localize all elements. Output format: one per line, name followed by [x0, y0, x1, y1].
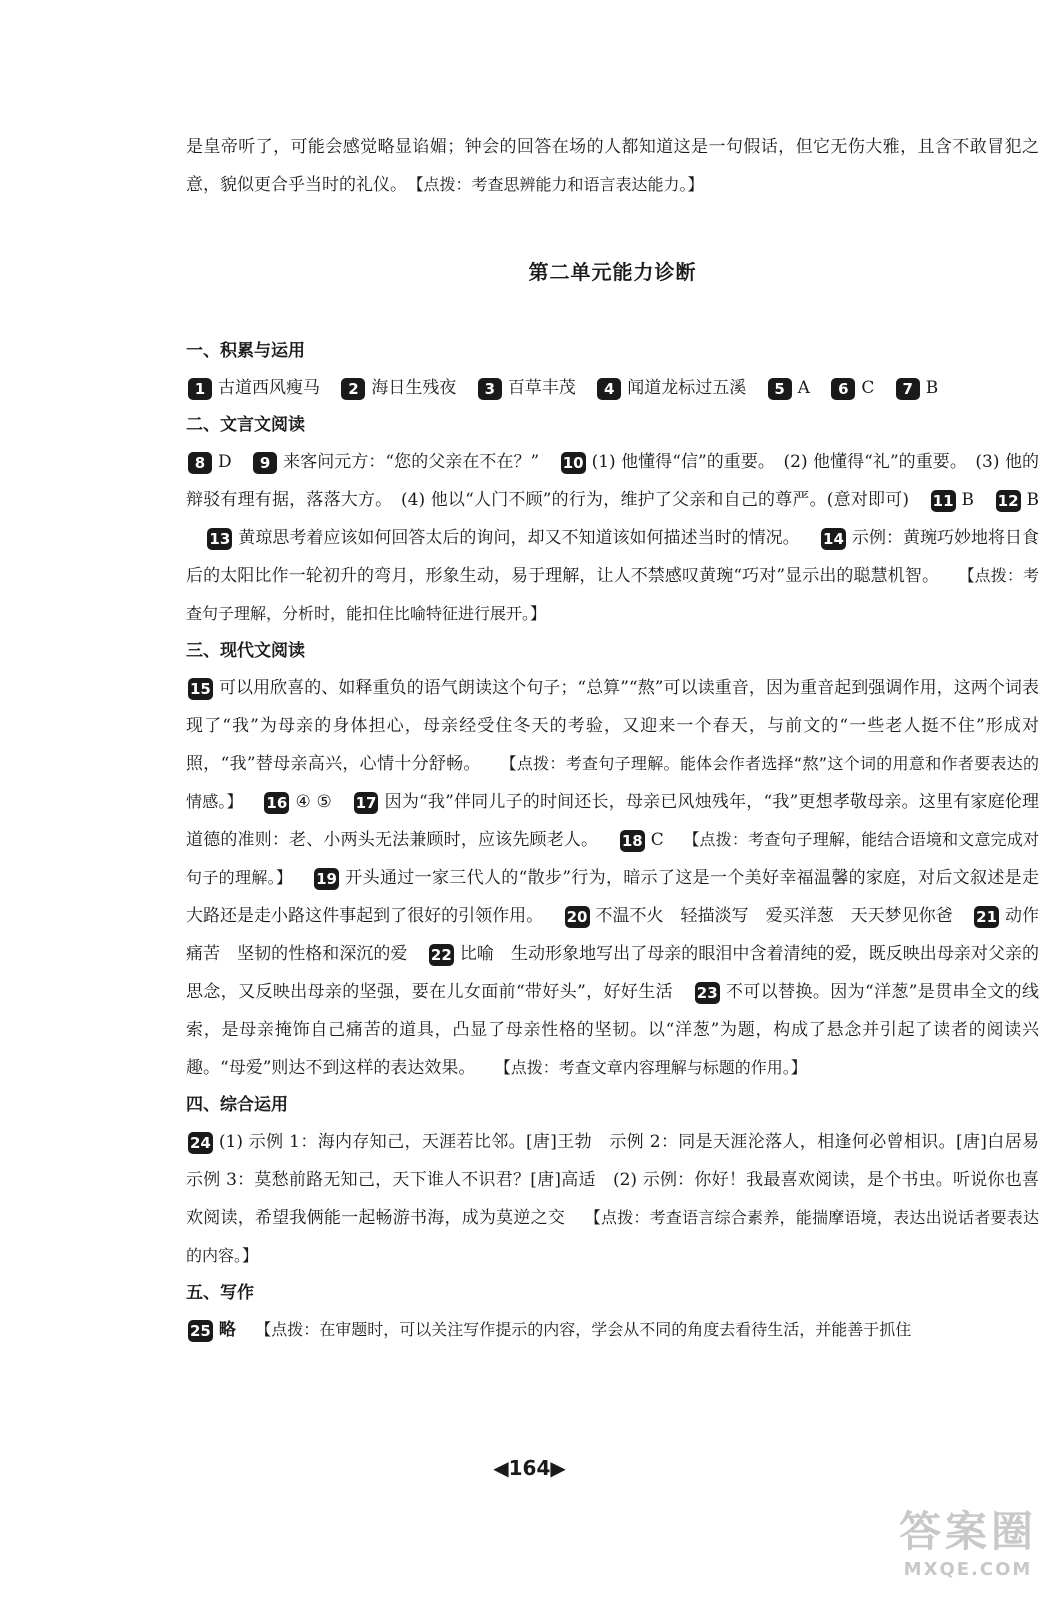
- q24-badge: 24: [190, 1133, 211, 1152]
- q14-tip: 【点拨：考查句子理解，分析时，能扣住比喻特征进行展开。】: [186, 566, 1039, 623]
- q1-answer: 古道西风瘦马: [218, 378, 320, 398]
- intro-text: 是皇帝听了，可能会感觉略显谄媚；钟会的回答在场的人都知道这是一句假话，但它无伤大雅，且含不敢冒犯之意，貌似更合乎当时的礼仪。: [186, 137, 1039, 195]
- q14-answer: 示例：黄琬巧妙地将日食后的太阳比作一轮初升的弯月，形象生动，易于理解，让人不禁感叹黄琬“巧对”显示出的聪慧机智。: [186, 528, 1040, 586]
- q15-answer: 可以用欣喜的、如释重负的语气朗读这个句子；“总算”“熬”可以读重音，因为重音起到强调作用，这两个词表现了“我”为母亲的身体担心，母亲经受住冬天的考验，又迎来一个春天，与前文的“一些老人挺不住”形成对照，“我”替母亲高兴，心情十分舒畅。: [186, 678, 1039, 774]
- watermark-logo: [899, 1499, 1037, 1580]
- q4-badge: 4: [597, 378, 621, 400]
- q15-badge: 15: [190, 679, 211, 698]
- unit-title: 第二单元能力诊断: [528, 260, 697, 284]
- q17-answer: 因为“我”伴同儿子的时间还长，母亲已风烛残年，“我”更想孝敬母亲。这里有家庭伦理道德的准则：老、小两头无法兼顾时，应该先顾老人。: [186, 792, 1040, 850]
- q24-answer: (1) 示例 1：海内存知己，天涯若比邻。[唐]王勃 示例 2：同是天涯沦落人，相逢何必曾相识。[唐]白居易 示例 3：莫愁前路无知己，天下谁人不识君？[唐]高适 (2) 示例：你好！我最喜欢阅读，是个书虫。听说你也喜欢阅读，希望我俩能一起畅游书海，成为莫逆之交: [186, 1132, 1056, 1228]
- q18-tip: 【点拨：考查句子理解，能结合语境和文意完成对句子的理解。】: [186, 830, 1040, 887]
- section-2-answers: [186, 443, 1039, 633]
- watermark-main: 答案圈: [898, 1507, 1037, 1556]
- q5-badge: 5: [768, 378, 792, 400]
- q1-badge: 1: [188, 378, 212, 400]
- q4-answer: 闻道龙标过五溪: [627, 378, 747, 398]
- q10-badge: 10: [562, 453, 584, 472]
- watermark-sub: MXQE.COM: [903, 1559, 1033, 1580]
- page-number: ◀164▶: [493, 1456, 566, 1480]
- section-heading-5: 五、写作: [186, 1283, 254, 1303]
- section-heading-2: 二、文言文阅读: [186, 415, 305, 435]
- q6-badge: 6: [831, 378, 855, 400]
- q21-badge: 21: [976, 907, 998, 926]
- section-heading-4: 四、综合运用: [186, 1095, 288, 1115]
- q7-answer: B: [925, 378, 939, 398]
- q25-tip: 【点拨：在审题时，可以关注写作提示的内容，学会从不同的角度去看待生活，并能善于抓住: [255, 1320, 912, 1339]
- q20-badge: 20: [566, 907, 588, 926]
- q11-answer: B: [961, 490, 975, 510]
- q24-tip: 【点拨：考查语言综合素养，能揣摩语境，表达出说话者要表达的内容。】: [186, 1208, 1039, 1265]
- q13-badge: 13: [209, 529, 231, 548]
- q7-badge: 7: [896, 378, 920, 400]
- q18-badge: 18: [621, 831, 643, 850]
- q10-answer: (1) 他懂得“信”的重要。 (2) 他懂得“礼”的重要。 (3) 他的辩驳有理有据，落落大方。 (4) 他以“人门不顾”的行为，维护了父亲和自己的尊严。(意对即可): [186, 452, 1039, 510]
- q9-badge: 9: [253, 452, 277, 474]
- q18-answer: C: [650, 830, 664, 850]
- section-heading-1: 一、积累与运用: [186, 341, 305, 361]
- q11-badge: 11: [932, 491, 954, 510]
- section-heading-3: 三、现代文阅读: [186, 641, 305, 661]
- q21-answer: 动作 痛苦 坚韧的性格和深沉的爱: [186, 906, 1057, 964]
- q16-badge: 16: [266, 793, 288, 812]
- intro-tip: 【点拨：考查思辨能力和语言表达能力。】: [415, 175, 704, 194]
- q23-badge: 23: [696, 983, 718, 1002]
- page-content: [186, 128, 1057, 1349]
- section-3-answers: [186, 669, 1057, 1087]
- q5-answer: A: [797, 378, 810, 398]
- q6-answer: C: [861, 378, 875, 398]
- q12-answer: B: [1026, 490, 1040, 510]
- q15-tip: 【点拨：考查句子理解。能体会作者选择“熬”这个词的用意和作者要表达的情感。】: [186, 754, 1040, 811]
- q13-answer: 黄琼思考着应该如何回答太后的询问，却又不知道该如何描述当时的情况。: [238, 528, 800, 548]
- q14-badge: 14: [823, 529, 844, 548]
- section-1-answers: [186, 369, 1039, 407]
- q8-badge: 8: [188, 452, 212, 474]
- intro-paragraph: [186, 128, 1039, 204]
- q2-answer: 海日生残夜: [371, 378, 457, 398]
- section-4-answers: [186, 1123, 1056, 1275]
- q19-badge: 19: [316, 869, 337, 888]
- q23-tip: 【点拨：考查文章内容理解与标题的作用。】: [494, 1058, 807, 1077]
- q12-badge: 12: [997, 491, 1019, 510]
- q22-answer: 比喻 生动形象地写出了母亲的眼泪中含着清纯的爱，既反映出母亲对父亲的思念，又反映出母亲的坚强，要在儿女面前“带好头”，好好生活: [186, 944, 1040, 1002]
- q19-answer: 开头通过一家三代人的“散步”行为，暗示了这是一个美好幸福温馨的家庭，对后文叙述是走大路还是走小路这件事起到了很好的引领作用。: [186, 868, 1039, 926]
- q25-answer: 略: [218, 1320, 236, 1340]
- q2-badge: 2: [341, 378, 365, 400]
- q22-badge: 22: [430, 945, 452, 964]
- q3-badge: 3: [478, 378, 502, 400]
- q20-answer: 不温不火 轻描淡写 爱买洋葱 天天梦见你爸: [595, 906, 953, 926]
- section-5-answers: [186, 1311, 1039, 1349]
- q17-badge: 17: [355, 793, 377, 812]
- q9-answer: 来客问元方：“您的父亲在不在？”: [283, 452, 540, 472]
- q25-badge: 25: [190, 1321, 211, 1340]
- q23-answer: 不可以替换。因为“洋葱”是贯串全文的线索，是母亲掩饰自己痛苦的道具，凸显了母亲性格的坚韧。以“洋葱”为题，构成了悬念并引起了读者的阅读兴趣。“母爱”则达不到这样的表达效果。: [186, 982, 1039, 1078]
- q3-answer: 百草丰茂: [507, 378, 576, 398]
- q16-answer: ④ ⑤: [295, 792, 332, 812]
- q8-answer: D: [218, 452, 232, 472]
